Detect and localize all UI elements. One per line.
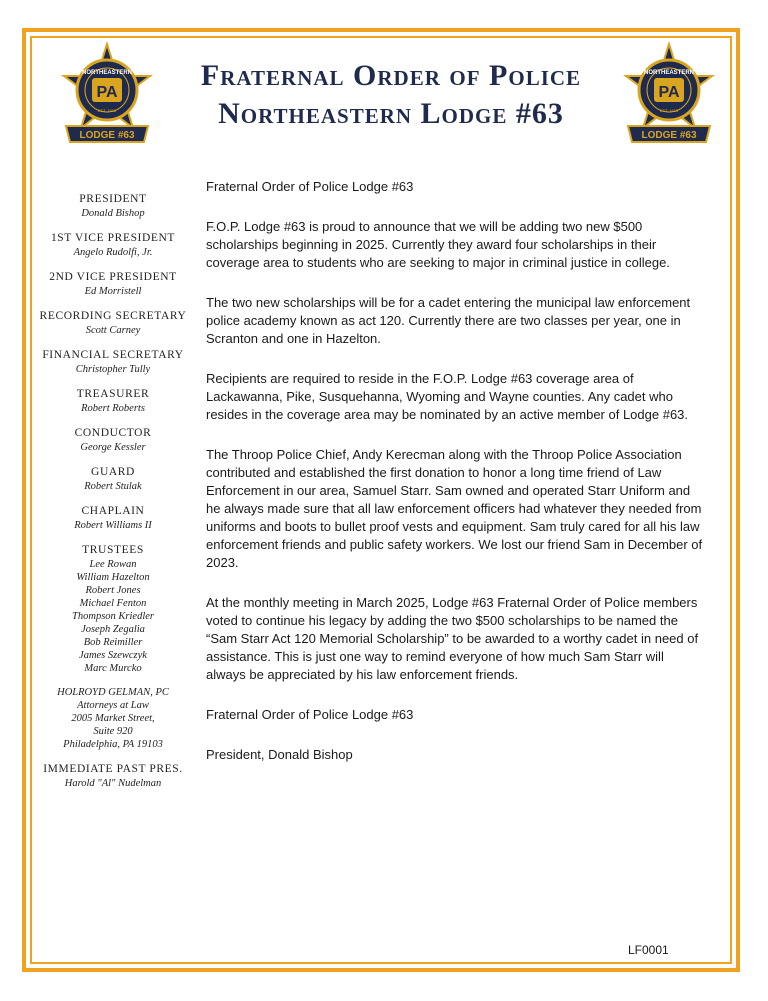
officer-title: RECORDING SECRETARY	[39, 310, 187, 322]
svg-text:NORTHEASTERN: NORTHEASTERN	[643, 70, 695, 76]
svg-text:PA: PA	[96, 84, 118, 101]
attorney-firm: HOLROYD GELMAN, PC	[57, 687, 169, 698]
officer-title: PRESIDENT	[79, 193, 147, 205]
document-code: LF0001	[628, 943, 669, 957]
officer-trustees	[38, 543, 188, 675]
officer-title: 2ND VICE PRESIDENT	[49, 271, 177, 283]
lodge-badge-right	[622, 42, 716, 150]
svg-text:EST. 1915: EST. 1915	[659, 108, 679, 113]
officer-name: Harold "Al" Nudelman	[64, 778, 162, 789]
trustee-name: Joseph Zegalia	[81, 624, 145, 635]
letter-paragraph: Recipients are required to reside in the F.O.P. Lodge #63 coverage area of Lackawanna, Pike, Susquehanna, Wyoming and Wayne counties. Any cadet who resides in the coverage area may be nominated by an active member of Lodge #63.	[206, 371, 689, 422]
officer-2nd-vice-president	[38, 270, 188, 298]
letter-closing: Fraternal Order of Police Lodge #63	[206, 707, 414, 722]
officer-title: GUARD	[91, 466, 135, 478]
officer-name: Robert Stulak	[84, 481, 142, 492]
lodge-badge-left	[60, 42, 154, 150]
trustee-name: Thompson Kriedler	[72, 611, 154, 622]
letterhead-title	[158, 58, 624, 134]
attorney-address-line: Attorneys at Law	[77, 700, 149, 711]
attorney-address-line: Suite 920	[93, 726, 133, 737]
trustee-name: William Hazelton	[76, 572, 150, 583]
svg-text:EST. 1915: EST. 1915	[97, 108, 117, 113]
officer-name: Ed Morristell	[84, 286, 142, 297]
trustee-name: Bob Reimiller	[83, 637, 143, 648]
svg-text:NORTHEASTERN: NORTHEASTERN	[81, 70, 133, 76]
letterhead-line-1: Fraternal Order of Police	[200, 59, 582, 92]
svg-text:PA: PA	[658, 84, 680, 101]
officer-conductor	[38, 426, 188, 454]
officer-guard	[38, 465, 188, 493]
letter-paragraph: The two new scholarships will be for a cadet entering the municipal law enforcement police academy known as act 120. Currently there are two classes per year, one in Scranton and one in Hazelton.	[206, 295, 691, 346]
letter-paragraph: The Throop Police Chief, Andy Kerecman along with the Throop Police Association contributed and established the first donation to honor a long time friend of Law Enforcement in our area, Samuel Starr. Sam owned and operated Starr Uniform and he always made sure that all law enforcement officers had whatever they needed from uniforms and boots to bullet proof vests and equipment. Sam truly cared for all his law enforcement friends and public safety workers. We lost our friend Sam in December of 2023.	[206, 447, 703, 570]
officer-recording-secretary	[38, 309, 188, 337]
attorney-address-line: Philadelphia, PA 19103	[63, 739, 163, 750]
letter-greeting: Fraternal Order of Police Lodge #63	[206, 179, 414, 194]
officer-title: IMMEDIATE PAST PRES.	[43, 763, 183, 775]
svg-text:LODGE #63: LODGE #63	[641, 130, 697, 141]
officer-title: TRUSTEES	[82, 544, 144, 556]
attorneys-block	[38, 686, 188, 751]
trustee-name: Lee Rowan	[89, 559, 137, 570]
svg-text:LODGE #63: LODGE #63	[79, 130, 135, 141]
officer-president	[38, 192, 188, 220]
officer-title: TREASURER	[76, 388, 150, 400]
officer-chaplain	[38, 504, 188, 532]
trustee-name: Marc Murcko	[84, 663, 142, 674]
officer-name: Scott Carney	[85, 325, 141, 336]
attorney-address-line: 2005 Market Street,	[71, 713, 155, 724]
officer-financial-secretary	[38, 348, 188, 376]
officer-treasurer	[38, 387, 188, 415]
officer-1st-vice-president	[38, 231, 188, 259]
officer-name: George Kessler	[80, 442, 146, 453]
officer-title: CONDUCTOR	[74, 427, 152, 439]
letterhead-line-2: Northeastern Lodge #63	[218, 97, 564, 130]
officer-title: 1ST VICE PRESIDENT	[50, 232, 176, 244]
trustee-name: Robert Jones	[85, 585, 141, 596]
letter-body	[206, 178, 706, 786]
officer-immediate-past-president	[38, 762, 188, 790]
officer-title: CHAPLAIN	[81, 505, 145, 517]
officer-name: Robert Williams II	[74, 520, 152, 531]
trustee-name: Michael Fenton	[79, 598, 147, 609]
trustee-name: James Szewczyk	[79, 650, 147, 661]
letter-paragraph: F.O.P. Lodge #63 is proud to announce that we will be adding two new $500 scholarships beginning in 2025. Currently they award four scholarships in their coverage area to students who are seeking to major in criminal justice in college.	[206, 219, 670, 270]
officer-sidebar	[38, 192, 188, 801]
letter-paragraph: At the monthly meeting in March 2025, Lodge #63 Fraternal Order of Police members voted to continue his legacy by adding the two $500 scholarships to be named the “Sam Starr Act 120 Memorial Scholarship” to be awarded to a worthy cadet in need of assistance. This is just one way to remind everyone of how much Sam Starr will always be appreciated by his law enforcement friends.	[206, 595, 699, 682]
officer-name: Robert Roberts	[81, 403, 145, 414]
officer-name: Christopher Tully	[75, 364, 151, 375]
officer-title: FINANCIAL SECRETARY	[42, 349, 184, 361]
letter-signature: President, Donald Bishop	[206, 747, 353, 762]
officer-name: Donald Bishop	[81, 208, 145, 219]
officer-name: Angelo Rudolfi, Jr.	[73, 247, 153, 258]
